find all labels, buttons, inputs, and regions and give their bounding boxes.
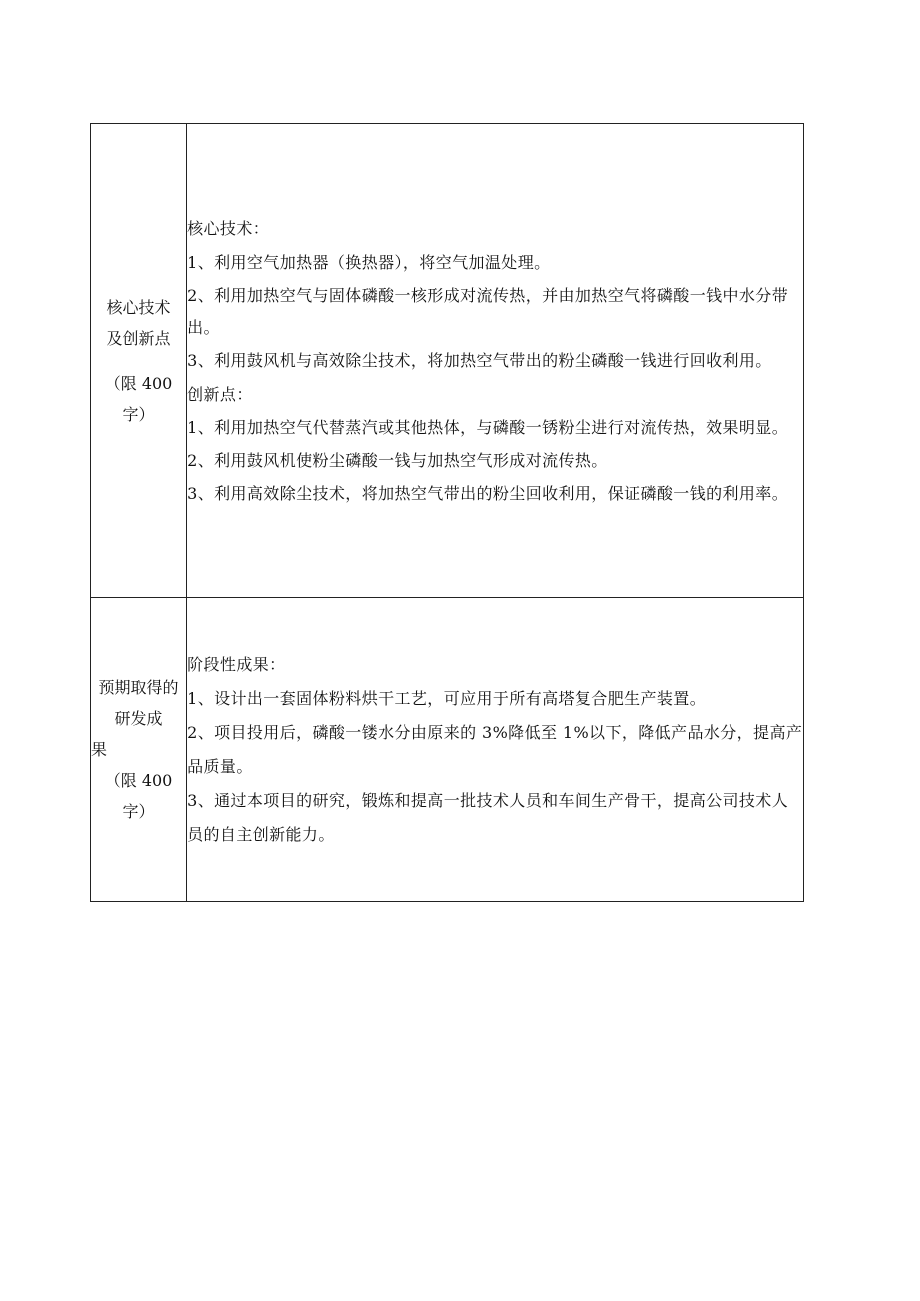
list-item: 1、利用加热空气代替蒸汽或其他热体，与磷酸一锈粉尘进行对流传热，效果明显。 <box>187 417 789 437</box>
row-label-limit: （限 400 <box>104 771 173 790</box>
label-cell-core-technology <box>91 124 187 598</box>
row-label-limit-suffix: 字） <box>122 404 155 424</box>
content-cell-core-technology <box>187 124 804 598</box>
label-cell-expected-results <box>91 598 187 902</box>
row-label-line: 预期取得的 <box>98 678 179 697</box>
application-form-table <box>90 123 804 902</box>
list-item: 2、利用鼓风机使粉尘磷酸一钱与加热空气形成对流传热。 <box>187 450 608 470</box>
row-label-line: 果 <box>91 740 108 759</box>
list-item: 3、通过本项目的研究，锻炼和提高一批技术人员和车间生产骨干，提高公司技术人员的自主创新能力。 <box>187 790 789 844</box>
section-heading-innovation: 创新点： <box>187 384 253 404</box>
list-item: 2、项目投用后，磷酸一镂水分由原来的 3%降低至 1%以下，降低产品水分，提高产品质量。 <box>187 722 803 776</box>
list-item: 1、利用空气加热器（换热器），将空气加温处理。 <box>187 252 551 272</box>
list-item: 3、利用鼓风机与高效除尘技术，将加热空气带出的粉尘磷酸一钱进行回收利用。 <box>187 350 772 370</box>
table-row-core-technology <box>91 124 804 598</box>
row-label-limit: （限 400 <box>104 373 173 393</box>
table-row-expected-results <box>91 598 804 902</box>
list-item: 3、利用高效除尘技术，将加热空气带出的粉尘回收利用，保证磷酸一钱的利用率。 <box>187 483 789 503</box>
row-label-line: 研发成 <box>114 709 163 728</box>
row-label-limit-suffix: 字） <box>122 802 155 821</box>
row-label-line: 及创新点 <box>106 328 171 348</box>
list-item: 2、利用加热空气与固体磷酸一核形成对流传热，并由加热空气将磷酸一钱中水分带出。 <box>187 285 789 337</box>
section-heading-stage-results: 阶段性成果： <box>187 654 286 674</box>
section-heading-core-tech: 核心技术： <box>187 218 270 238</box>
list-item: 1、设计出一套固体粉料烘干工艺，可应用于所有高塔复合肥生产装置。 <box>187 688 707 708</box>
content-cell-expected-results <box>187 598 804 902</box>
row-label-line: 核心技术 <box>106 297 171 317</box>
